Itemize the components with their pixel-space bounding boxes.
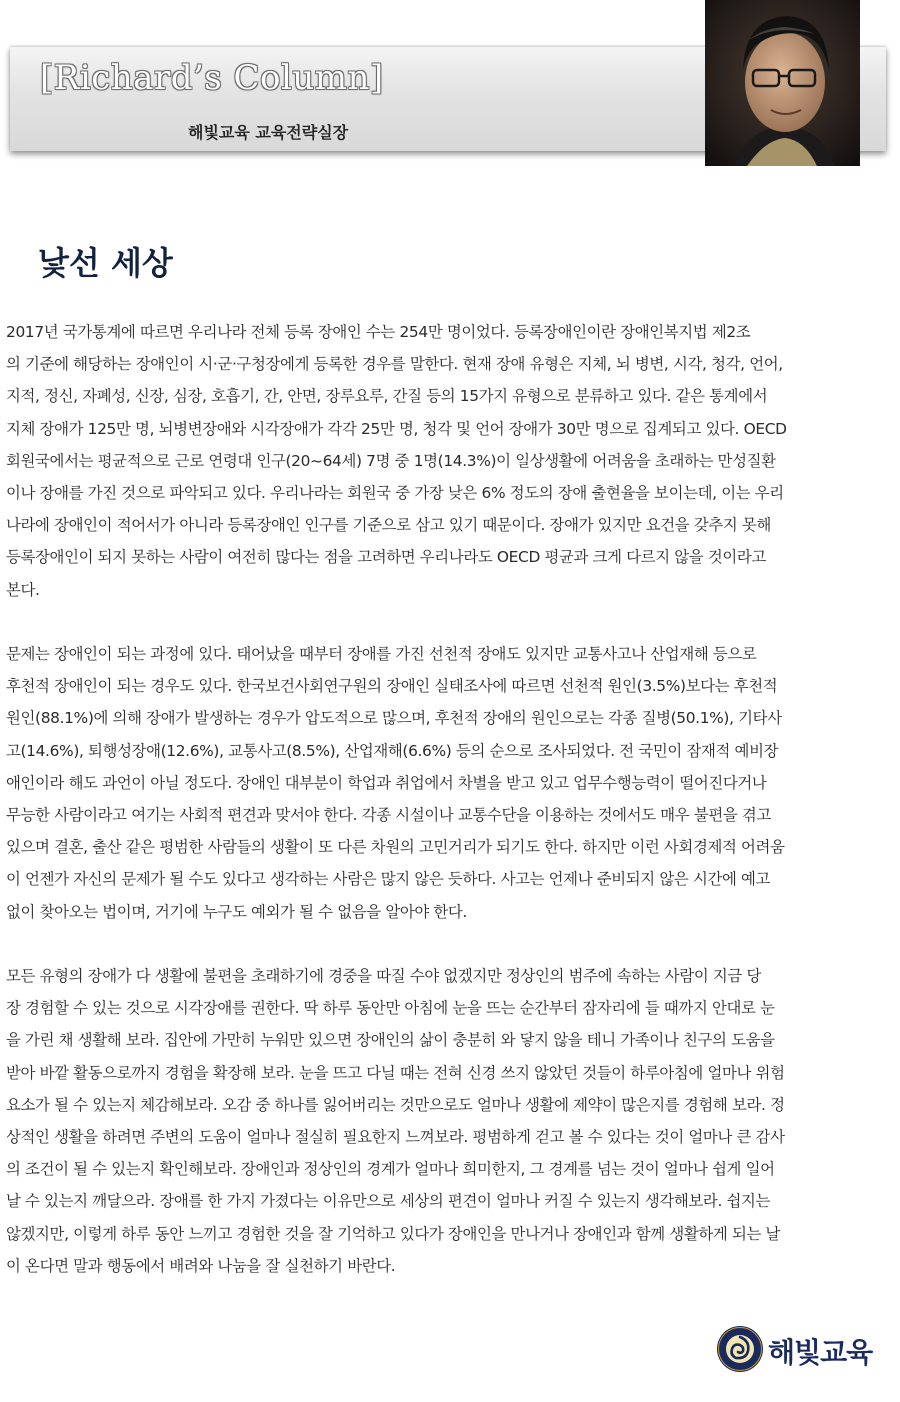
body-line: 장 경험할 수 있는 것으로 시각장애를 권한다. 딱 하루 동안만 아침에 눈을 뜨는 순간부터 잠자리에 들 때까지 안대로 눈	[6, 999, 775, 1018]
body-line: 의 조건이 될 수 있는지 확인해보라. 장애인과 정상인의 경계가 얼마나 희미한지, 그 경계를 넘는 것이 얼마나 쉽게 일어	[6, 1160, 775, 1179]
logo-text: 해빛교육	[768, 1336, 873, 1369]
body-line: 의 기준에 해당하는 장애인이 시·군·구청장에게 등록한 경우를 말한다. 현재 장애 유형은 지체, 뇌 병변, 시각, 청각, 언어,	[6, 355, 783, 374]
body-line: 문제는 장애인이 되는 과정에 있다. 태어났을 때부터 장애를 가진 선천적 장애도 있지만 교통사고나 산업재해 등으로	[6, 645, 757, 664]
body-line: 이 온다면 말과 행동에서 배려와 나눔을 잘 실천하기 바란다.	[6, 1256, 396, 1275]
body-line: 등록장애인이 되지 못하는 사람이 여전히 많다는 점을 고려하면 우리나라도 OECD 평균과 크게 다르지 않을 것이라고	[6, 548, 766, 567]
haebit-emblem-icon	[716, 1325, 764, 1373]
body-line: 이 언젠가 자신의 문제가 될 수도 있다고 생각하는 사람은 많지 않은 듯하다. 사고는 언제나 준비되지 않은 시간에 예고	[6, 870, 771, 889]
author-role: 해빛교육 교육전략실장	[188, 123, 349, 142]
body-line: 지적, 정신, 자폐성, 신장, 심장, 호흡기, 간, 안면, 장루요루, 간질 등의 15가지 유형으로 분류하고 있다. 같은 통계에서	[6, 387, 768, 406]
body-line: 무능한 사람이라고 여기는 사회적 편견과 맞서야 한다. 각종 시설이나 교통수단을 이용하는 것에서도 매우 불편을 겪고	[6, 806, 771, 825]
body-line: 원인(88.1%)에 의해 장애가 발생하는 경우가 압도적으로 많으며, 후천적 장애의 원인으로는 각종 질병(50.1%), 기타사	[6, 709, 782, 728]
haebit-logo	[716, 1325, 886, 1373]
article-title: 낯선 세상	[38, 244, 173, 282]
body-line: 있으며 결혼, 출산 같은 평범한 사람들의 생활이 또 다른 차원의 고민거리가 되기도 한다. 하지만 이런 사회경제적 어려움	[6, 838, 785, 857]
body-line: 상적인 생활을 하려면 주변의 도움이 얼마나 절실히 필요한지 느껴보라. 평범하게 걷고 볼 수 있다는 것이 얼마나 큰 감사	[6, 1128, 785, 1147]
body-line: 않겠지만, 이렇게 하루 동안 느끼고 경험한 것을 잘 기억하고 있다가 장애인을 만나거나 장애인과 함께 생활하게 되는 날	[6, 1224, 781, 1243]
body-line: 회원국에서는 평균적으로 근로 연령대 인구(20~64세) 7명 중 1명(14.3%)이 일상생활에 어려움을 초래하는 만성질환	[6, 451, 776, 470]
body-line: 나라에 장애인이 적어서가 아니라 등록장애인 인구를 기준으로 삼고 있기 때문이다. 장애가 있지만 요건을 갖추지 못해	[6, 516, 771, 535]
body-line: 없이 찾아오는 법이며, 거기에 누구도 예외가 될 수 없음을 알아야 한다.	[6, 902, 467, 921]
body-line: 후천적 장애인이 되는 경우도 있다. 한국보건사회연구원의 장애인 실태조사에 따르면 선천적 원인(3.5%)보다는 후천적	[6, 677, 778, 696]
body-line: 본다.	[6, 580, 40, 599]
paragraph-gap	[6, 928, 898, 960]
author-portrait	[705, 0, 860, 166]
body-line: 지체 장애가 125만 명, 뇌병변장애와 시각장애가 각각 25만 명, 청각 및 언어 장애가 30만 명으로 집계되고 있다. OECD	[6, 419, 787, 438]
body-line: 을 가린 채 생활해 보라. 집안에 가만히 누워만 있으면 장애인의 삶이 충분히 와 닿지 않을 테니 가족이나 친구의 도움을	[6, 1031, 775, 1050]
body-line: 요소가 될 수 있는지 체감해보라. 오감 중 하나를 잃어버리는 것만으로도 얼마나 생활에 제약이 많은지를 경험해 보라. 정	[6, 1095, 785, 1114]
body-line: 고(14.6%), 퇴행성장애(12.6%), 교통사고(8.5%), 산업재해(6.6%) 등의 순으로 조사되었다. 전 국민이 잠재적 예비장	[6, 741, 779, 760]
paragraph-gap	[6, 606, 898, 638]
column-title: [Richard’s Column]	[40, 58, 384, 98]
body-line: 애인이라 해도 과언이 아닐 정도다. 장애인 대부분이 학업과 취업에서 차별을 받고 있고 업무수행능력이 떨어진다거나	[6, 773, 767, 792]
body-line: 모든 유형의 장애가 다 생활에 불편을 초래하기에 경중을 따질 수야 없겠지만 정상인의 범주에 속하는 사람이 지금 당	[6, 967, 761, 986]
body-line: 날 수 있는지 깨달으라. 장애를 한 가지 가졌다는 이유만으로 세상의 편견이 얼마나 커질 수 있는지 생각해보라. 쉽지는	[6, 1192, 771, 1211]
body-line: 2017년 국가통계에 따르면 우리나라 전체 등록 장애인 수는 254만 명이었다. 등록장애인이란 장애인복지법 제2조	[6, 323, 751, 341]
body-line: 이나 장애를 가진 것으로 파악되고 있다. 우리나라는 회원국 중 가장 낮은 6% 정도의 장애 출현율을 보이는데, 이는 우리	[6, 484, 784, 503]
article-body	[6, 316, 898, 1282]
body-line: 받아 바깥 활동으로까지 경험을 확장해 보라. 눈을 뜨고 다닐 때는 전혀 신경 쓰지 않았던 것들이 하루아침에 얼마나 위험	[6, 1063, 785, 1082]
